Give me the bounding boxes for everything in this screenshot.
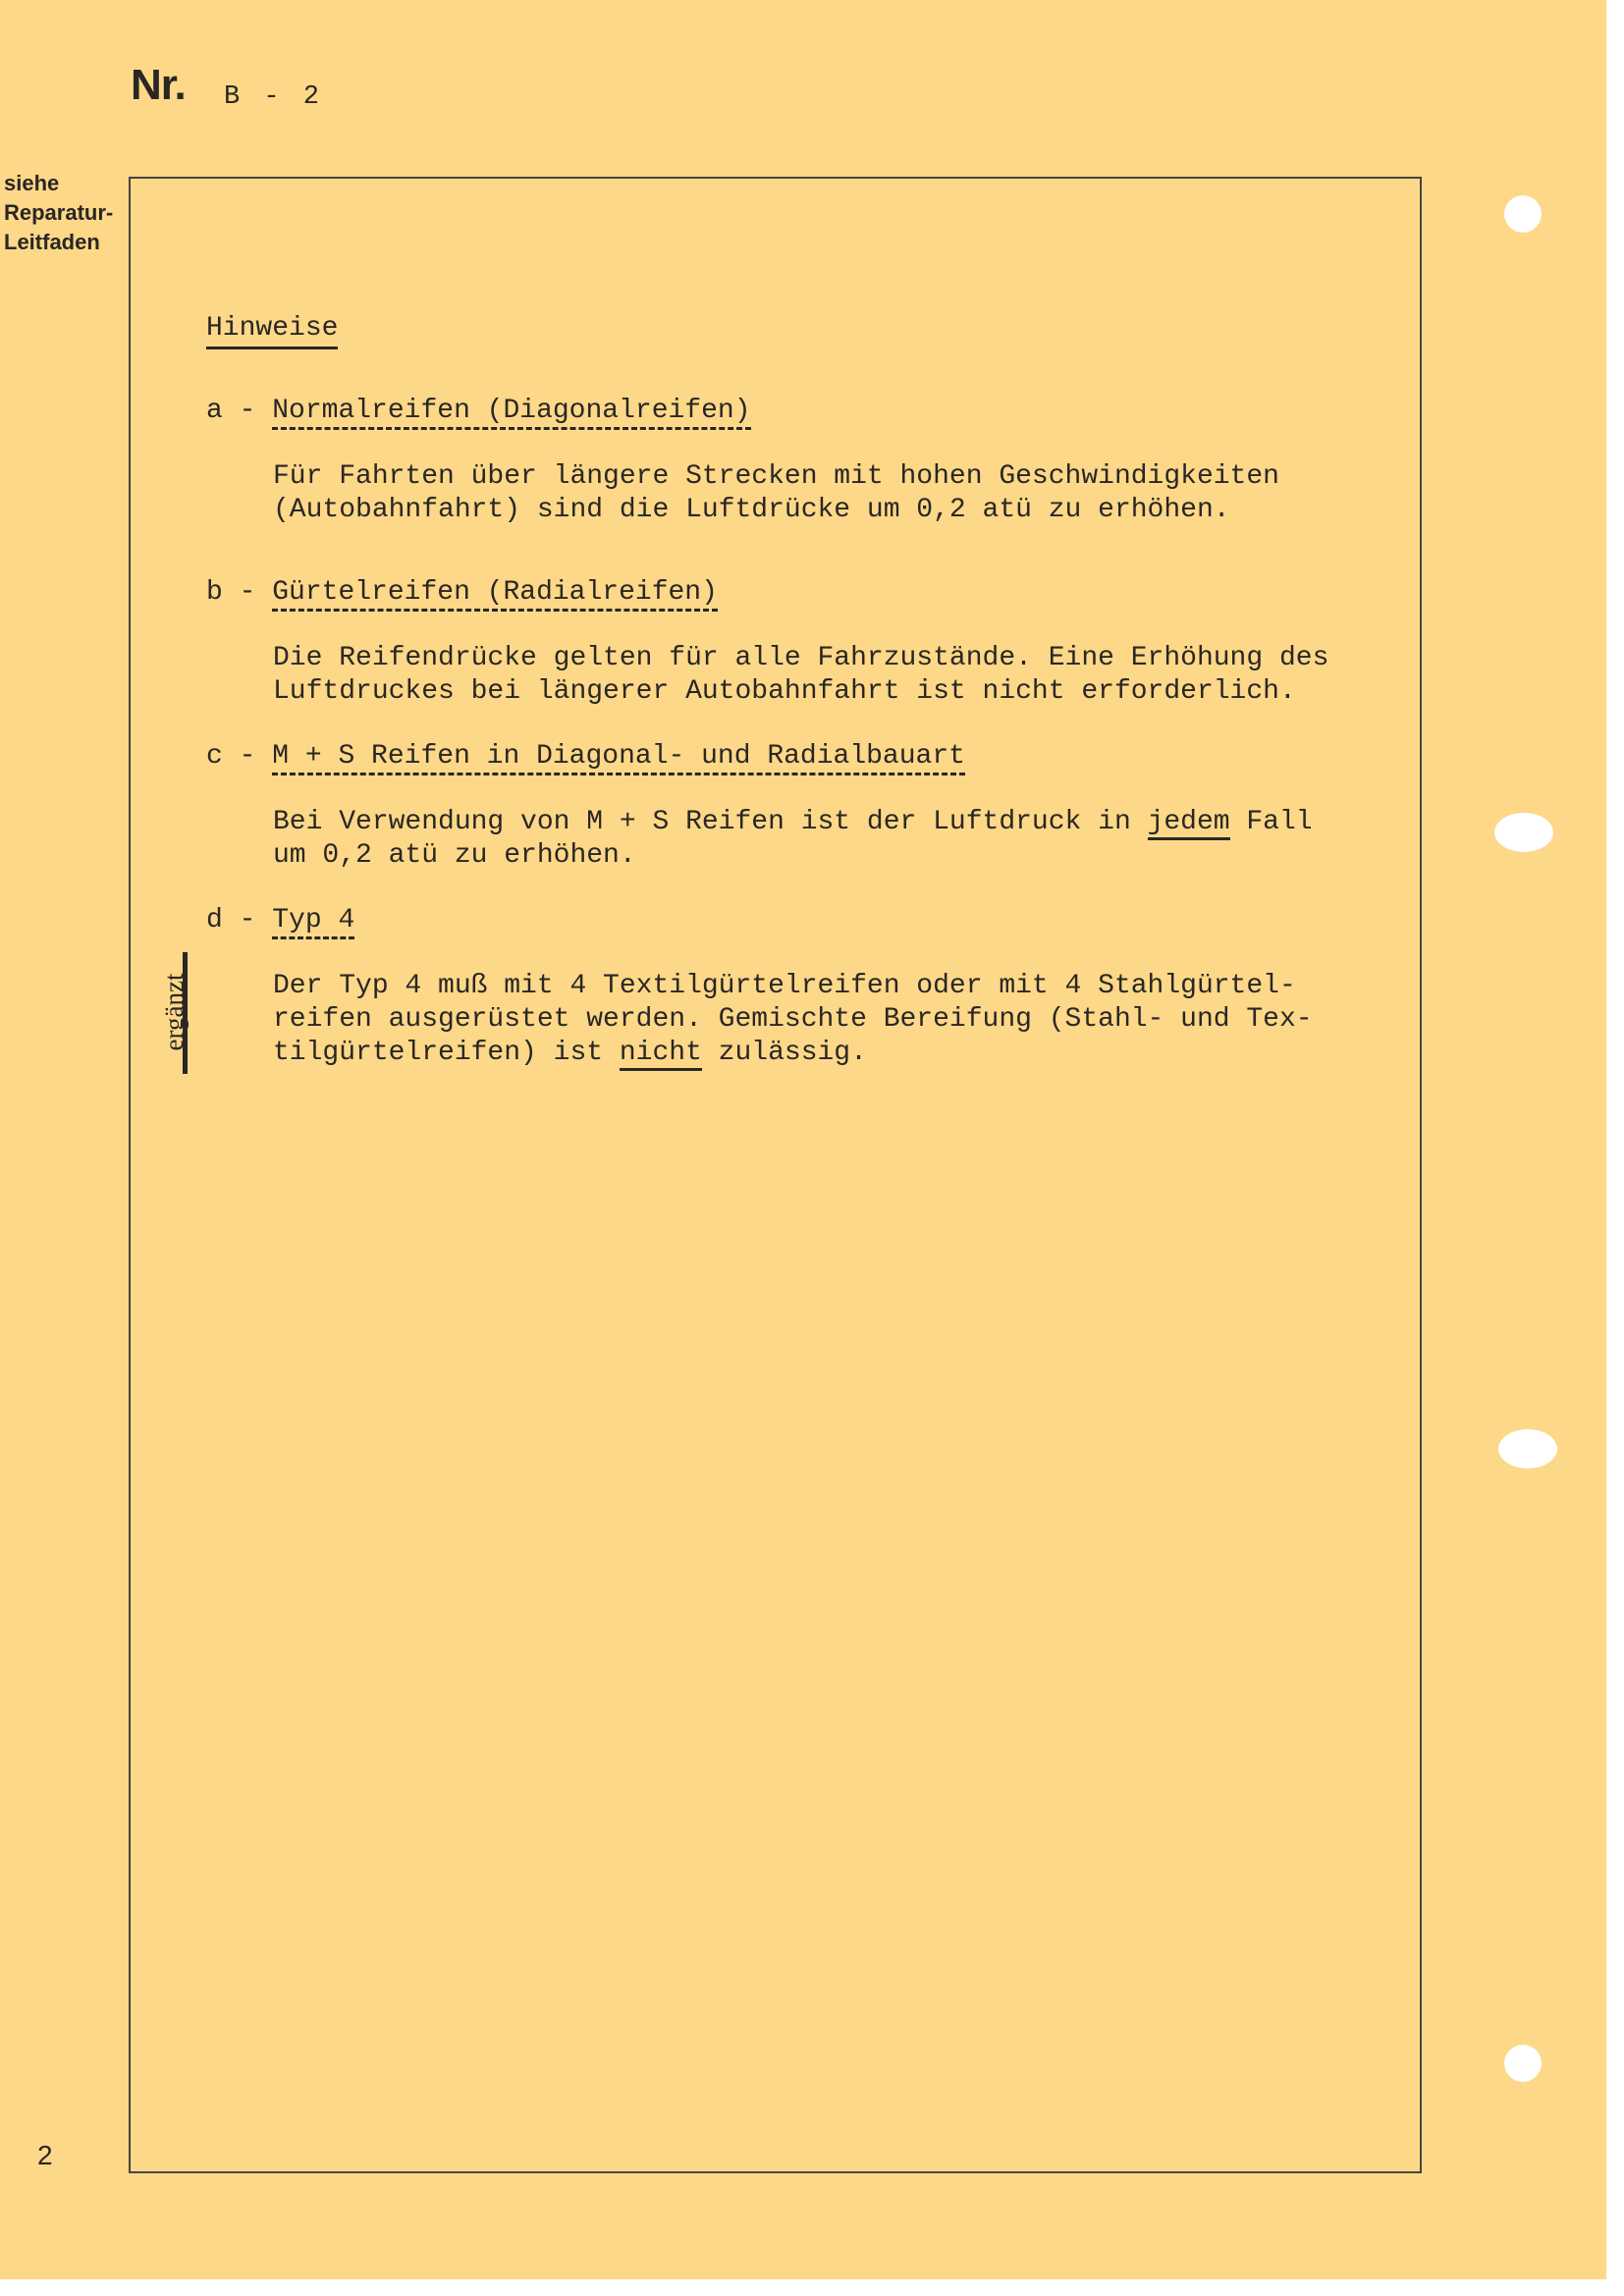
item-letter: d - — [206, 905, 256, 935]
item-title: M + S Reifen in Diagonal- und Radialbauart — [272, 741, 965, 775]
emphasized-word: jedem — [1148, 807, 1230, 840]
item-a-line-2: (Autobahnfahrt) sind die Luftdrücke um 0,2 atü zu erhöhen. — [273, 495, 1230, 525]
section-heading: Hinweise — [206, 312, 338, 349]
page-number: 2 — [37, 2140, 53, 2170]
emphasized-word: nicht — [620, 1038, 702, 1071]
amendment-mark — [159, 952, 192, 1074]
item-d-line-2: reifen ausgerüstet werden. Gemischte Bereifung (Stahl- und Tex- — [273, 1004, 1313, 1035]
side-note-line: siehe — [4, 171, 60, 195]
item-title: Gürtelreifen (Radialreifen) — [272, 577, 718, 612]
item-title: Normalreifen (Diagonalreifen) — [272, 396, 750, 430]
item-d-heading — [206, 904, 354, 937]
punch-hole-4 — [1504, 2045, 1542, 2082]
item-d-line-1: Der Typ 4 muß mit 4 Textilgürtelreifen oder mit 4 Stahlgürtel- — [273, 971, 1296, 1001]
item-title: Typ 4 — [272, 905, 354, 939]
item-d-line-3 — [273, 1037, 867, 1070]
text-run: zulässig. — [701, 1038, 867, 1068]
item-letter: c - — [206, 741, 256, 772]
item-c-heading — [206, 740, 965, 774]
text-run: Fall — [1229, 807, 1313, 837]
punch-hole-2 — [1494, 813, 1553, 852]
page-edge — [1606, 0, 1624, 2296]
side-note-line: Leitfaden — [4, 230, 100, 254]
side-reference-note — [4, 169, 113, 257]
item-b-line-1: Die Reifendrücke gelten für alle Fahrzustände. Eine Erhöhung des — [273, 643, 1329, 673]
text-run: Bei Verwendung von M + S Reifen ist der Luftdruck in — [273, 807, 1148, 837]
document-number: B - 2 — [224, 82, 324, 112]
text-run: tilgürtelreifen) ist — [273, 1038, 620, 1068]
punch-hole-3 — [1498, 1429, 1557, 1468]
item-letter: b - — [206, 577, 256, 608]
item-b-line-2: Luftdruckes bei längerer Autobahnfahrt ist nicht erforderlich. — [273, 676, 1296, 707]
item-b-heading — [206, 576, 718, 610]
number-label: Nr. — [131, 61, 186, 109]
item-a-heading — [206, 395, 751, 428]
punch-hole-1 — [1504, 195, 1542, 233]
item-c-line-2: um 0,2 atü zu erhöhen. — [273, 840, 636, 871]
item-c-line-1 — [273, 806, 1313, 839]
side-note-line: Reparatur- — [4, 200, 114, 225]
item-a-line-1: Für Fahrten über längere Strecken mit hohen Geschwindigkeiten — [273, 461, 1279, 492]
amendment-label: ergänzt — [159, 973, 189, 1051]
item-letter: a - — [206, 396, 256, 426]
